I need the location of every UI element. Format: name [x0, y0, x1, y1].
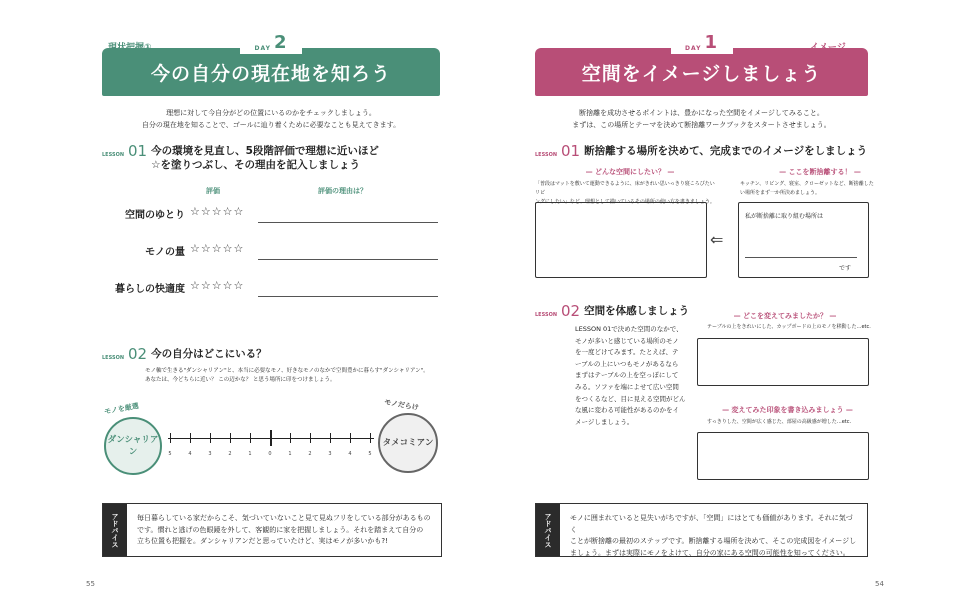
box-suffix: です: [839, 265, 852, 272]
body-line: をつくるなど、目に見える空間がどん: [575, 394, 686, 403]
scale-tick-label: 3: [328, 451, 332, 457]
note-line: い場所をまず一か所決めましょう。: [740, 190, 821, 196]
q2-note: [740, 180, 880, 198]
intro-line: 自分の現在地を知ることで、ゴールに辿り着くために必要なことも見えてきます。: [141, 121, 401, 129]
body-line: みる。ソファを端によせて広い空間: [575, 382, 679, 391]
lesson2-body: [575, 324, 687, 428]
page-number: 54: [875, 580, 884, 588]
advice-line: ましょう。まずは実際にモノをよけて、自分の家にある空間の可能性を知ってください。: [570, 548, 850, 557]
advice-line: です。慣れと逃げの色眼鏡を外して、客観的に家を把握しましょう。それを踏まえて自分の: [137, 525, 424, 534]
row-label-things: モノの量: [145, 247, 185, 258]
advice-tab: アドバイス: [103, 504, 127, 556]
scale-tick-label: 3: [208, 451, 212, 457]
place-box[interactable]: [738, 202, 869, 278]
lesson-title-line: ☆を塗りつぶし、その理由を記入しましょう: [151, 159, 361, 171]
body-line: まずはテーブルの上を空っぽにして: [575, 371, 679, 380]
ideal-space-box[interactable]: [535, 202, 707, 278]
text-line: モノ軸で生きる"ダンシャリアン"と、本当に必要なモノ、好きなモノのなかで空間豊かに暮らす"ダンシャリアン"。: [145, 368, 429, 374]
day-word: DAY: [685, 45, 702, 52]
scale-tick-label: 1: [288, 451, 292, 457]
col-reason: 評価の理由は？: [318, 187, 367, 195]
page-number: 55: [86, 580, 95, 588]
lesson-number: 01: [561, 142, 581, 160]
scale-tick-label: 4: [188, 451, 192, 457]
note-line: ングにしたい」など、理想として描いているその場所の使い方を書きましょう。: [535, 199, 715, 205]
text-line: あなたは、今どちらに近い？ この辺かな？ と思う場所に印をつけましょう。: [145, 377, 336, 383]
left-arc-label: モノを厳選: [103, 402, 140, 416]
lesson-title-line: 今の環境を見直し、5段階評価で理想に近いほど: [151, 145, 379, 157]
question-place: — ここを断捨離する！ —: [779, 168, 861, 176]
lesson2-heading: [535, 304, 689, 318]
question-text: どんな空間にしたい？: [595, 168, 665, 176]
lesson1-heading: [102, 144, 379, 172]
scale-tick[interactable]: [230, 433, 231, 443]
intro-line: 断捨離を成功させるポイントは、豊かになった空間をイメージしてみること。: [579, 109, 824, 117]
lesson-number: 01: [128, 142, 148, 160]
body-line: ーブルの上にいつもモノがあるなら: [575, 359, 679, 368]
scale-tick-label: 5: [368, 451, 372, 457]
lesson-number: 02: [561, 302, 581, 320]
body-line: モノが多いと感じている場所のモノ: [575, 336, 679, 345]
lesson-title: [151, 144, 379, 172]
body-line: メージしましょう。: [575, 417, 634, 426]
impression-box[interactable]: [697, 432, 869, 480]
intro-text: [102, 107, 440, 131]
row-label-space: 空間のゆとり: [125, 210, 185, 221]
lesson2-heading: [102, 347, 267, 361]
arrow-left-icon: ⇐: [710, 230, 724, 249]
advice-line: ことが断捨離の最初のステップです。断捨離する場所を決めて、そこの完成図をイメージし: [570, 537, 857, 545]
intro-line: 理想に対して今自分がどの位置にいるのかをチェックしましょう。: [166, 109, 376, 117]
scale-tick[interactable]: [330, 433, 331, 443]
lesson-title: 断捨離する場所を決めて、完成までのイメージをしましょう: [584, 145, 868, 157]
body-line: LESSON 01で決めた空間のなかで、: [575, 325, 683, 333]
question-text: ここを断捨離する！: [788, 168, 852, 176]
reason-line[interactable]: [258, 296, 438, 297]
scale-tick-label: 1: [248, 451, 252, 457]
lesson2-text: [145, 367, 445, 385]
question-text: 変えてみた印象を書き込みましょう: [731, 406, 844, 414]
day-number: 1: [704, 32, 718, 53]
lesson-title: 空間を体感しましょう: [584, 305, 690, 317]
scale-tick[interactable]: [190, 433, 191, 443]
right-page: [485, 0, 970, 600]
lesson1-heading: [535, 144, 867, 158]
stars-comfort[interactable]: ☆☆☆☆☆: [190, 279, 245, 292]
advice-tab: アドバイス: [536, 504, 560, 556]
question-text: どこを変えてみましたか？: [743, 312, 827, 320]
scale-tick[interactable]: [170, 433, 171, 443]
day-word: DAY: [254, 45, 271, 52]
day-number: 2: [273, 32, 288, 53]
lesson-word: LESSON: [102, 355, 125, 361]
box-label: 私が断捨離に取り組む場所は: [745, 213, 824, 220]
page-title: 今の自分の現在地を知ろう: [150, 62, 391, 85]
note-line: 「普段はマットを敷いて運動できるように、床がきれい思いっきり寝ころびたいリビ: [535, 181, 715, 196]
stars-things[interactable]: ☆☆☆☆☆: [190, 242, 245, 255]
note-line: キッチン、リビング、寝室、クローゼットなど、断捨離した: [740, 181, 874, 187]
scale-tick[interactable]: [210, 433, 211, 443]
row-label-comfort: 暮らしの快適度: [115, 284, 185, 295]
advice-line: 毎日暮らしている家だからこそ、気づいていないこと見て見ぬフリをしている部分があるもの: [137, 514, 431, 522]
advice-box: [102, 503, 442, 557]
reason-line[interactable]: [258, 259, 438, 260]
body-line: を一度どけてみます。たとえば、テ: [575, 348, 679, 357]
intro-line: まずは、この場所とテーマを決めて断捨離ワークブックをスタートさせましょう。: [572, 121, 831, 129]
scale-tick[interactable]: [310, 433, 311, 443]
page-title-banner: [102, 32, 440, 96]
day-tag: [671, 24, 733, 54]
q3-note: テーブルの上をきれいにした、カップボードの上のモノを移動した…etc.: [707, 324, 871, 330]
scale-tick-label: 2: [228, 451, 232, 457]
body-line: な風に変わる可能性があるのかをイ: [575, 406, 679, 415]
scale-tick[interactable]: [250, 433, 251, 443]
advice-line: モノに囲まれていると見失いがちですが、「空間」にはとても価値があります。それに気づく: [570, 514, 853, 534]
right-arc-label: モノだらけ: [383, 398, 420, 412]
scale-tick[interactable]: [350, 433, 351, 443]
intro-text: [535, 107, 868, 131]
question-ideal-space: — どんな空間にしたい？ —: [585, 168, 675, 176]
lesson-word: LESSON: [535, 152, 558, 158]
lesson-title: 今の自分はどこにいる？: [151, 348, 267, 360]
scale-tick-label: 4: [348, 451, 352, 457]
scale-tick-label: 2: [308, 451, 312, 457]
changed-box[interactable]: [697, 338, 869, 386]
stars-space[interactable]: ☆☆☆☆☆: [190, 205, 245, 218]
advice-line: 立ち位置も把握を。ダンシャリアンだと思っていたけど、実はモノが多いかも?!: [137, 537, 388, 545]
col-rating: 評価: [206, 187, 220, 195]
day-tag: [240, 24, 302, 54]
lesson-number: 02: [128, 345, 148, 363]
scale-tick-label: 0: [268, 451, 272, 457]
scale-tick[interactable]: [290, 433, 291, 443]
page-title: 空間をイメージしましょう: [581, 62, 822, 85]
lesson-word: LESSON: [102, 152, 125, 158]
q4-note: すっきりした、空間が広く感じた、部屋の高級感が増した…etc.: [707, 419, 852, 425]
question-impression: — 変えてみた印象を書き込みましょう —: [722, 406, 853, 414]
reason-line[interactable]: [258, 222, 438, 223]
advice-text: [560, 504, 867, 556]
question-changed: — どこを変えてみましたか？ —: [733, 312, 837, 320]
page-title-banner: [535, 32, 868, 96]
scale-tick[interactable]: [370, 433, 371, 443]
advice-box: [535, 503, 868, 557]
advice-text: [127, 504, 441, 556]
danshari-an-circle: ダンシャリアン: [104, 417, 162, 475]
scale-tick[interactable]: [270, 430, 272, 446]
place-line[interactable]: [745, 257, 857, 258]
scale-tick-label: 5: [168, 451, 172, 457]
lesson-word: LESSON: [535, 312, 558, 318]
tamekomi-an-circle: タメコミアン: [378, 413, 438, 473]
